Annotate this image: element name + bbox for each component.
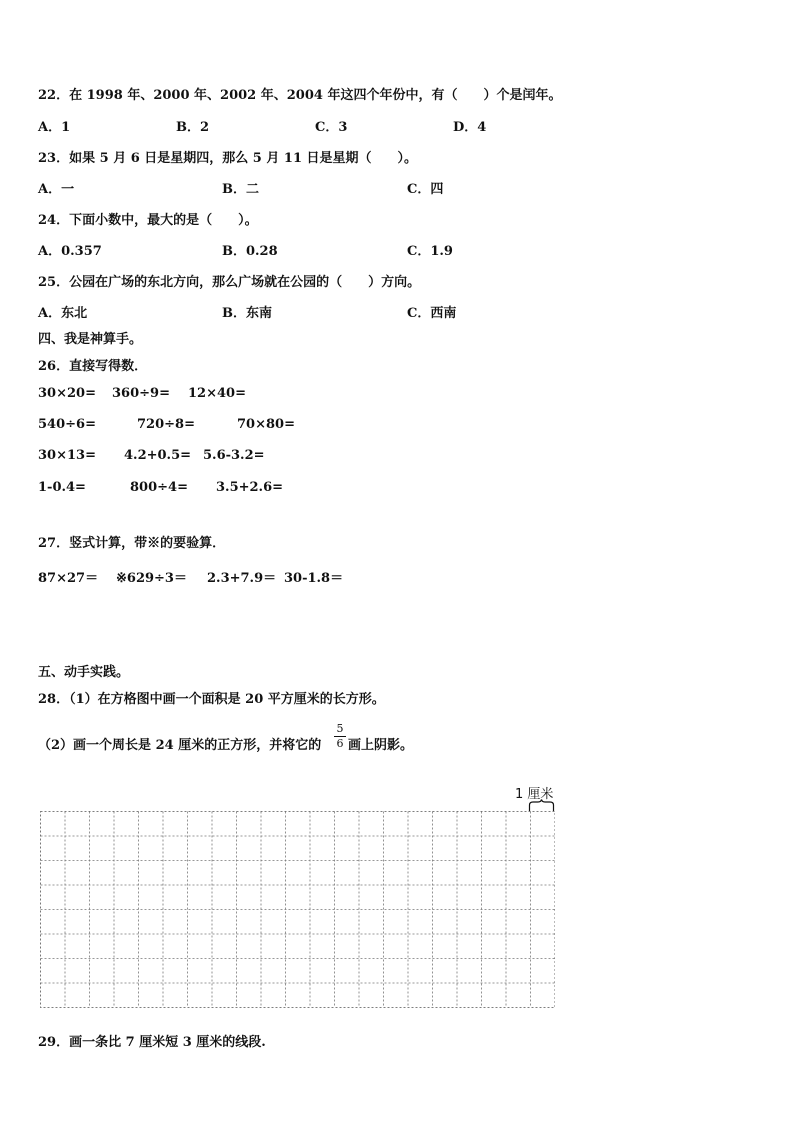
q26-text: 26．直接写得数． [38, 359, 148, 374]
q28-part2-before: （2）画一个周长是 24 厘米的正方形，并将它的 [38, 738, 322, 753]
section-5-heading: 五、动手实践。 [38, 665, 130, 680]
fraction-five-sixths [334, 723, 346, 750]
unit-label: 1 厘米 [515, 787, 554, 802]
q27-item: ※629÷3＝ [116, 571, 187, 586]
q23-text: 23．如果 5 月 6 日是星期四，那么 5 月 11 日是星期（ ）。 [38, 151, 418, 166]
q22-option-c: C．3 [315, 120, 348, 135]
q26-item: 3.5+2.6= [216, 480, 284, 495]
q25-option-c: C．西南 [407, 306, 457, 321]
q26-item: 1-0.4= [38, 480, 86, 495]
q26-item: 360÷9= [112, 386, 170, 401]
q27-text: 27．竖式计算，带※的要验算． [38, 536, 226, 551]
q24-option-a: A．0.357 [38, 244, 102, 259]
q22-option-b: B．2 [176, 120, 210, 135]
q26-item: 720÷8= [137, 417, 195, 432]
q23-option-b: B．二 [222, 182, 259, 197]
fraction-numerator: 5 [336, 722, 344, 735]
q26-item: 4.2+0.5= [124, 448, 192, 463]
q25-option-b: B．东南 [222, 306, 272, 321]
q24-option-c: C．1.9 [407, 244, 453, 259]
q22-option-a: A．1 [38, 120, 71, 135]
q23-option-a: A．一 [38, 182, 75, 197]
q28-part2-after: 画上阴影。 [348, 738, 414, 753]
q27-item: 30-1.8＝ [284, 571, 344, 586]
q26-item: 12×40= [188, 386, 246, 401]
q27-item: 87×27＝ [38, 571, 99, 586]
q26-item: 800÷4= [130, 480, 188, 495]
q24-text: 24．下面小数中，最大的是（ ）。 [38, 213, 258, 228]
q22-option-d: D．4 [453, 120, 487, 135]
q25-text: 25．公园在广场的东北方向，那么广场就在公园的（ ）方向。 [38, 275, 421, 290]
q29-text: 29．画一条比 7 厘米短 3 厘米的线段. [38, 1035, 266, 1050]
q26-item: 540÷6= [38, 417, 96, 432]
q22-text: 22．在 1998 年、2000 年、2002 年、2004 年这四个年份中，有（ ）个是闰年。 [38, 88, 562, 103]
q26-item: 5.6-3.2= [203, 448, 265, 463]
q23-option-c: C．四 [407, 182, 444, 197]
section-4-heading: 四、我是神算手。 [38, 332, 143, 347]
q25-option-a: A．东北 [38, 306, 88, 321]
q26-item: 30×13= [38, 448, 96, 463]
square-grid[interactable] [40, 811, 555, 1011]
q26-item: 30×20= [38, 386, 96, 401]
q24-option-b: B．0.28 [222, 244, 278, 259]
q28-part1: 28．（1）在方格图中画一个面积是 20 平方厘米的长方形。 [38, 692, 385, 707]
q26-item: 70×80= [237, 417, 295, 432]
q27-item: 2.3+7.9＝ [207, 571, 277, 586]
fraction-denominator: 6 [336, 737, 344, 750]
